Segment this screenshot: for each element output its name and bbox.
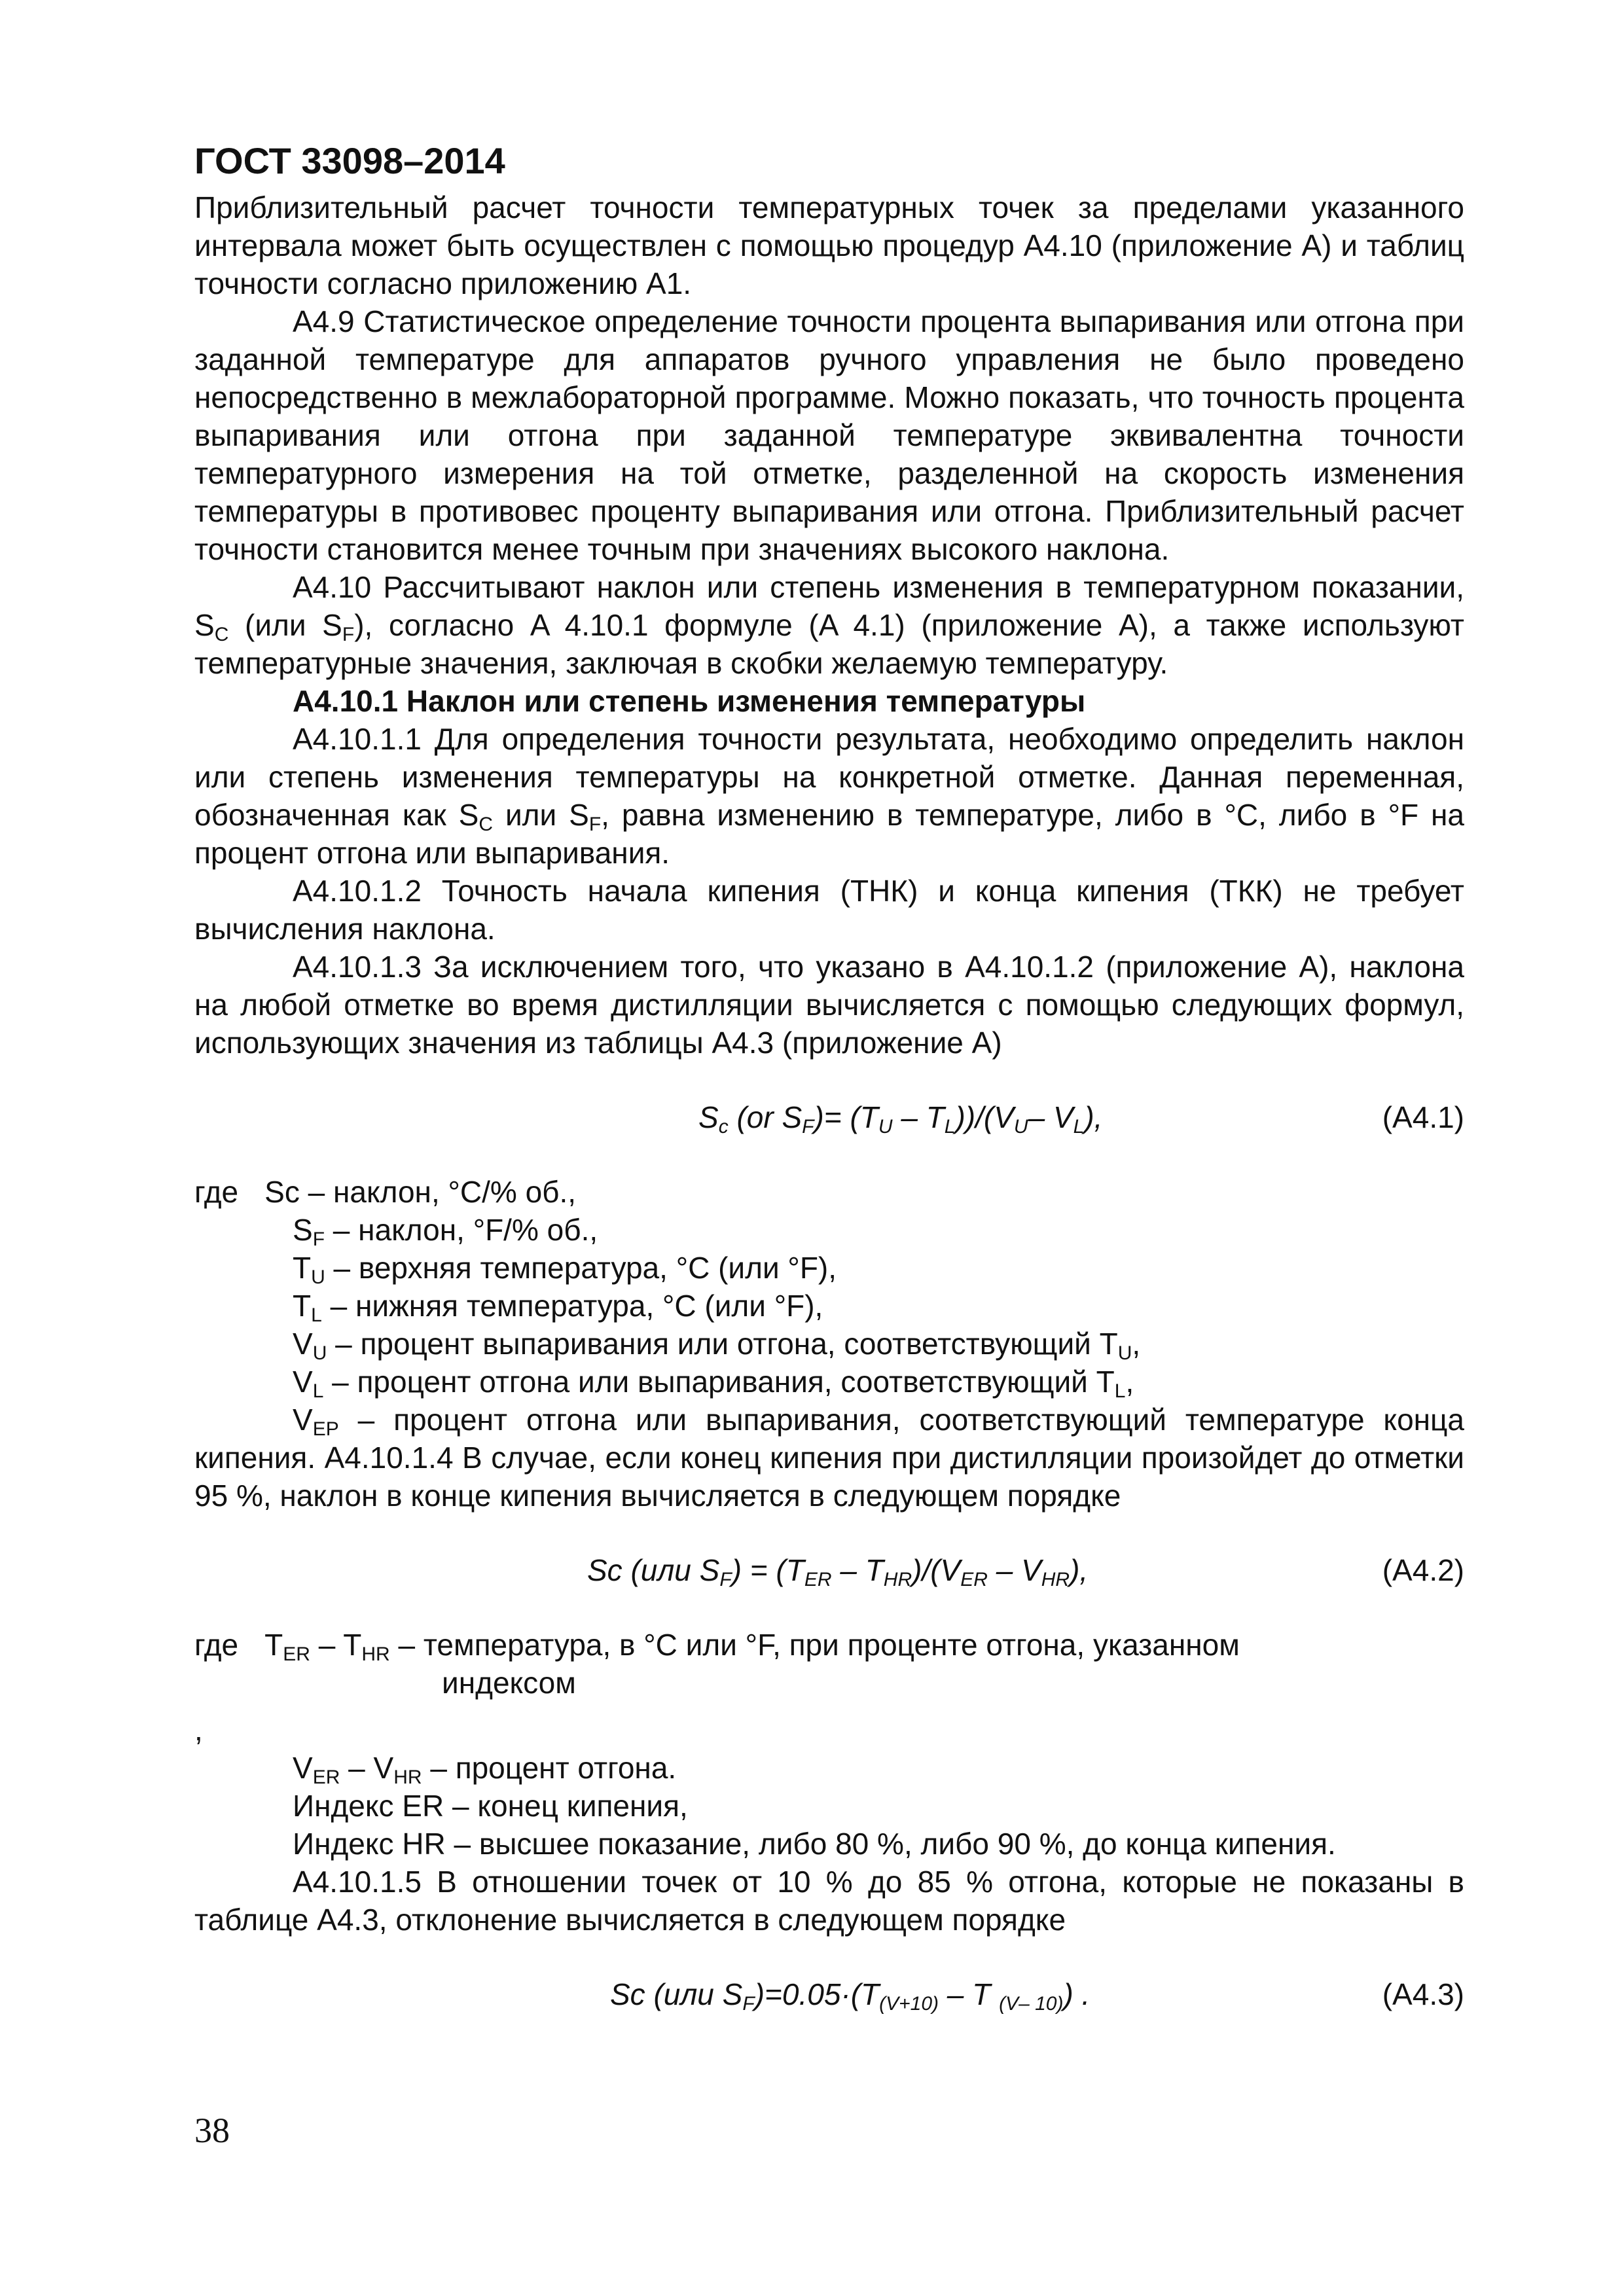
stray-comma: , [194,1713,203,1747]
formula-a4-1-expression: $S_c$ (or $S_F)= (T_U - T_L))/(V_U-$ $V_L$), [698,1100,1103,1138]
formula-a4-3-number: (A4.3) [1382,1977,1464,2011]
paragraph-a4-10-1-5: A4.10.1.5 В отношении точек от 10 % до 85 % отгона, которые не показаны в таблице A4.3, отклонение вычисляется в следующем порядке [194,1865,1464,1937]
legend-ter-thr: где $T_{ER} - T_{HR}$ – температура, в °C или °F, при проценте отгона, указанном [194,1628,1240,1665]
legend-formula-a4-1 [194,1173,1464,1515]
legend-index-hr: Индекс HR – высшее показание, либо 80 %, либо 90 %, до конца кипения. [293,1827,1336,1861]
formula-a4-3-expression: Sc (или $S_F)=0.05\cdot(T_{(V+10)} - T$ $_{(V- 10)}$) . [610,1977,1091,2015]
legend-tl: $T_L$ – нижняя температура, °C (или °F), [293,1289,823,1326]
legend-formula-a4-2 [194,1626,1464,1939]
paragraph-a4-10: A4.10 Рассчитывают наклон или степень изменения в температурном показании, $S_C$ (или $S_F$), согласно A 4.10.1 формуле (A 4.1) (приложение A), а также используют температурные значения, заключая в скобки желаемую температуру. [194,570,1464,680]
page-number: 38 [194,2111,230,2150]
paragraph-a4-10-1-3: A4.10.1.3 За исключением того, что указано в A4.10.1.2 (приложение A), наклона на любой отметке во время дистилляции вычисляется с помощью следующих формул, использующих значения из таблицы A4.3 (приложение A) [194,950,1464,1060]
formula-a4-2-expression: Sc (или $S_F) = (T_{ER} - T_{HR})/(V_{ER} - V_{HR})$, [587,1553,1089,1590]
paragraph-a4-10-1-1: A4.10.1.1 Для определения точности результата, необходимо определить наклон или степень изменения температуры на конкретной отметке. Данная переменная, обозначенная как $S_C$ или $S_F$, равна изменению в температуре, либо в °C, либо в °F на процент отгона или выпаривания. [194,722,1465,870]
paragraph-a4-10-1-2: A4.10.1.2 Точность начала кипения (ТНК) и конца кипения (ТКК) не требует вычисления наклона. [194,874,1464,946]
standard-header: ГОСТ 33098–2014 [194,140,505,181]
legend-ver-vhr: $V_{ER} - V_{HR}$ – процент отгона. [293,1751,677,1788]
formula-a4-2-number: (A4.2) [1382,1553,1464,1587]
formula-a4-1-number: (A4.1) [1382,1100,1464,1134]
legend-index-er: Индекс ER – конец кипения, [293,1789,688,1823]
legend-sf: $S_F$ – наклон, °F/% об., [293,1213,598,1250]
legend-sc: где Sc – наклон, °C/% об., [194,1175,577,1209]
paragraph-approx-calc: Приблизительный расчет точности температурных точек за пределами указанного интервала может быть осуществлен с помощью процедур A4.10 (приложение A) и таблиц точности согласно приложению A1. [194,190,1464,300]
legend-vu: $V_U$ – процент выпаривания или отгона, соответствующий $T_U$, [293,1327,1141,1364]
document-page [194,136,1464,2050]
legend-vl: $V_L$ – процент отгона или выпаривания, соответствующий $T_L$, [293,1365,1134,1402]
legend-vep-paragraph: $V_{EP}$ – процент отгона или выпаривания, соответствующий температуре конца кипения. A4.10.1.4 В случае, если конец кипения при дистилляции произойдет до отметки 95 %, наклон в конце кипения вычисляется в следующем порядке [194,1403,1464,1513]
legend-tu: $T_U$ – верхняя температура, °C (или °F), [293,1251,837,1288]
section-heading-a4-10-1: A4.10.1 Наклон или степень изменения температуры [293,684,1086,718]
paragraph-a4-9: A4.9 Статистическое определение точности процента выпаривания или отгона при заданной температуре для аппаратов ручного управления не было проведено непосредственно в межлабораторной программе. Можно показать, что точность процента выпаривания или отгона при заданной температуре эквивалентна точности температурного измерения на той отметке, разделенной на скорость изменения температуры в противовес проценту выпаривания или отгона. Приблизительный расчет точности становится менее точным при значениях высокого наклона. [194,304,1464,566]
legend-ter-thr-continued: индексом [442,1666,576,1700]
formula-a4-1 [194,1098,1464,1136]
formula-a4-2 [194,1551,1464,1589]
formula-a4-3 [194,1975,1464,2013]
